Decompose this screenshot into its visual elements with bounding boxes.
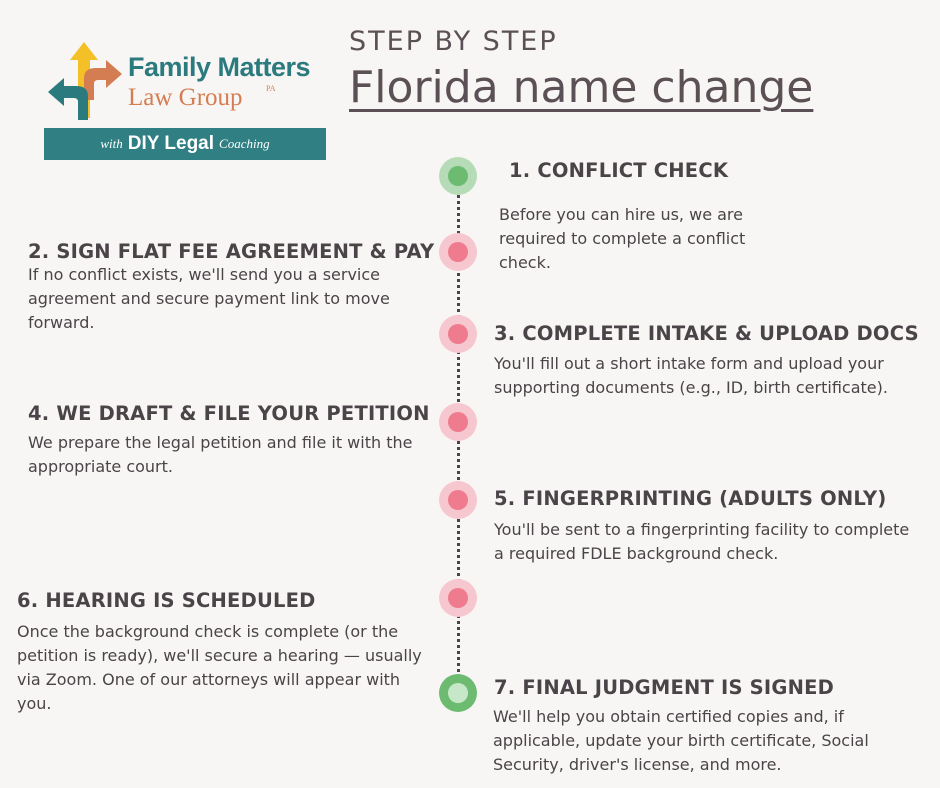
banner-coaching: Coaching — [219, 136, 270, 151]
step-7-body: We'll help you obtain certified copies and, if applicable, update your birth certificate, Social Security, driver's license, and more. — [493, 707, 869, 774]
step-3-body: You'll fill out a short intake form and upload your supporting documents (e.g., ID, birth certificate). — [494, 354, 888, 397]
timeline-node-5 — [439, 481, 477, 519]
logo-banner — [44, 128, 326, 160]
timeline-node-3 — [439, 315, 477, 353]
step-4-heading: 4. WE DRAFT & FILE YOUR PETITION — [28, 402, 430, 425]
step-1-heading: 1. CONFLICT CHECK — [509, 159, 729, 182]
banner-with: with — [100, 136, 123, 151]
logo — [44, 38, 326, 162]
page-kicker: STEP BY STEP — [349, 26, 558, 57]
timeline-node-4 — [439, 403, 477, 441]
step-6-heading: 6. HEARING IS SCHEDULED — [17, 589, 316, 612]
timeline-node-7 — [439, 674, 477, 712]
banner-diy-legal: DIY Legal — [127, 133, 215, 154]
arrows-logo-icon — [44, 38, 128, 128]
step-1-body: Before you can hire us, we are required to complete a conflict check. — [499, 205, 746, 272]
step-6-body: Once the background check is complete (or the petition is ready), we'll secure a hearing — usually via Zoom. One of our attorneys will appear with you. — [17, 622, 422, 713]
timeline-node-1 — [439, 157, 477, 195]
timeline-node-6 — [439, 579, 477, 617]
step-5-body: You'll be sent to a fingerprinting facility to complete a required FDLE background check. — [494, 520, 910, 563]
page-title: Florida name change — [349, 62, 814, 113]
step-7-heading: 7. FINAL JUDGMENT IS SIGNED — [494, 676, 835, 699]
logo-pa: PA — [266, 84, 276, 93]
step-4-body: We prepare the legal petition and file it with the appropriate court. — [28, 433, 413, 476]
timeline-node-2 — [439, 233, 477, 271]
logo-subname: Law Group — [128, 84, 243, 111]
step-3-heading: 3. COMPLETE INTAKE & UPLOAD DOCS — [494, 322, 919, 345]
logo-name: Family Matters — [128, 52, 311, 82]
step-5-heading: 5. FINGERPRINTING (ADULTS ONLY) — [494, 487, 887, 510]
step-2-heading: 2. SIGN FLAT FEE AGREEMENT & PAY — [28, 240, 435, 263]
step-2-body: If no conflict exists, we'll send you a service agreement and secure payment link to move forward. — [28, 265, 390, 332]
